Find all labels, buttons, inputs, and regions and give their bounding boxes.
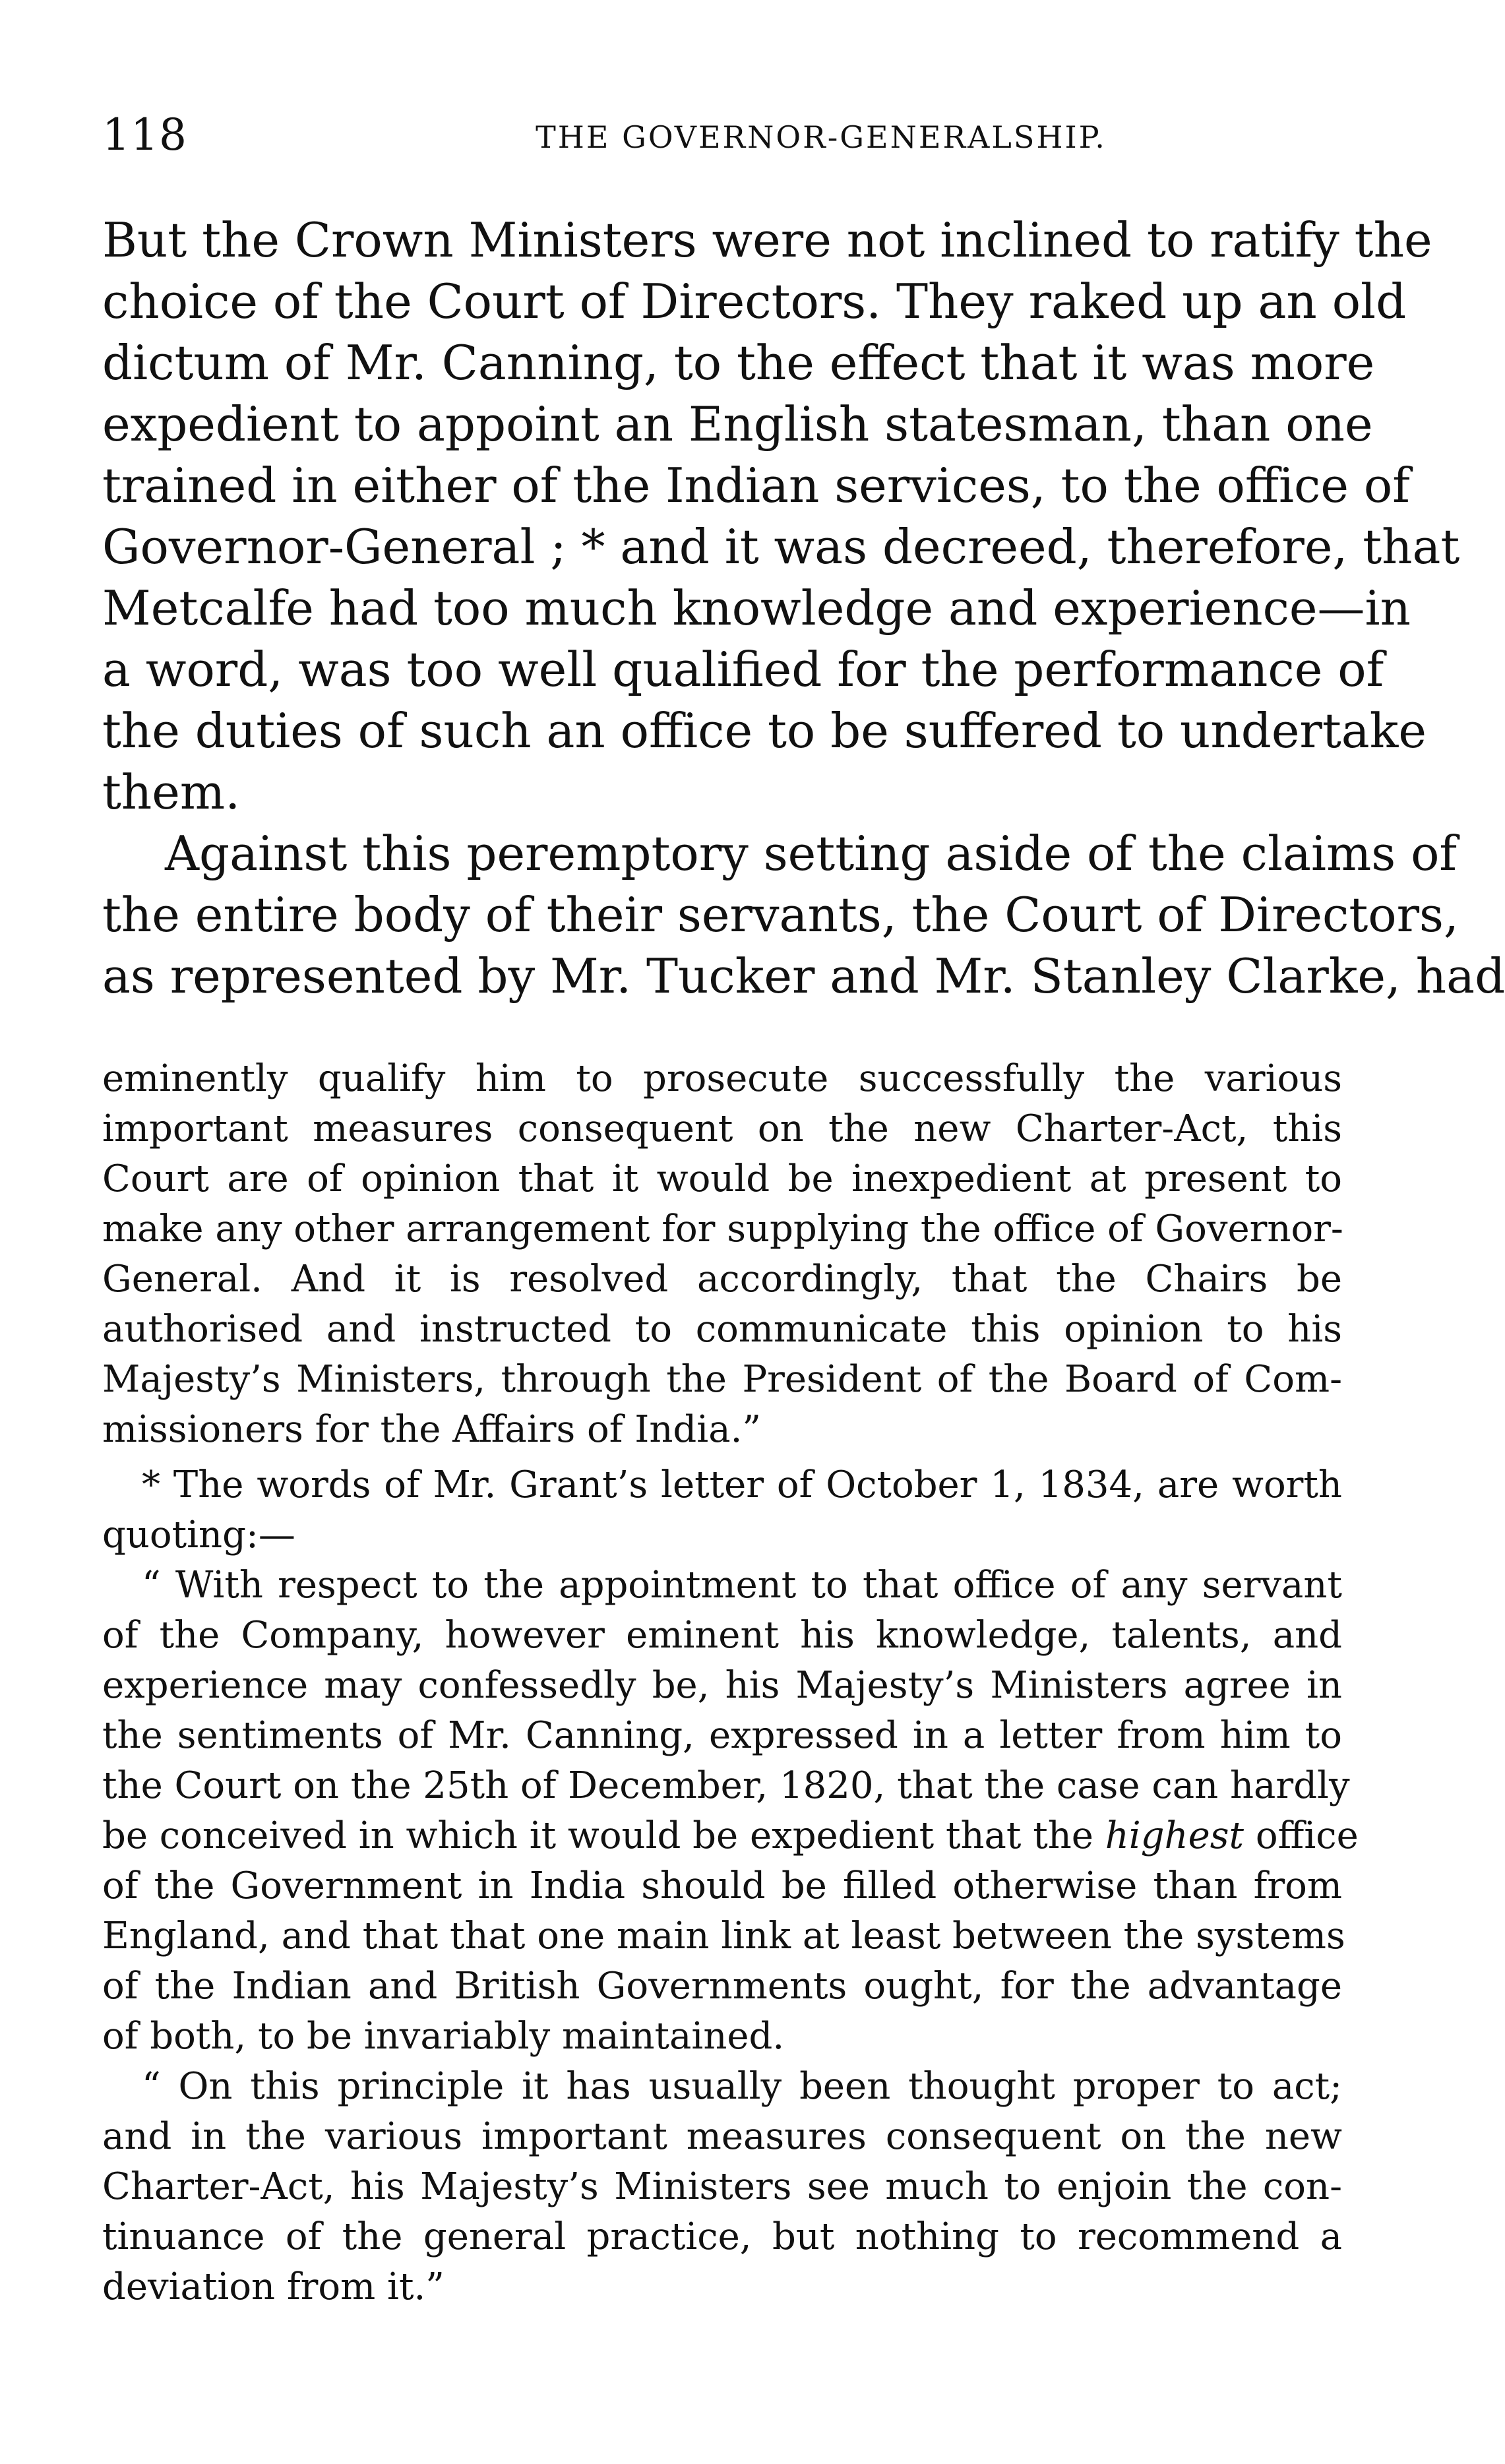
footnote-line: deviation from it.” — [102, 2265, 445, 2308]
footnote-line: tinuance of the general practice, but nothing to recommend a — [102, 2215, 1342, 2258]
main-text — [102, 210, 1505, 1007]
footnote-line: quoting:— — [102, 1514, 295, 1556]
text-line: the duties of such an office to be suffered to undertake — [102, 703, 1427, 758]
footnote-line: authorised and instructed to communicate this opinion to his — [102, 1308, 1342, 1351]
text-line: expedient to appoint an English statesman, than one — [102, 396, 1373, 452]
footnote-line: make any other arrangement for supplying the office of Governor- — [102, 1208, 1343, 1250]
footnote-line: missioners for the Affairs of India.” — [102, 1408, 762, 1451]
footnote-line: be conceived in which it would be expedient that the highest office — [102, 1814, 1359, 1857]
footnote-line: the sentiments of Mr. Canning, expressed in a letter from him to — [102, 1714, 1342, 1757]
quote-start-line: “ On this principle it has usually been thought proper to act; — [142, 2065, 1342, 2108]
paragraph-end-line: them. — [102, 764, 241, 820]
footnote-start-line: * The words of Mr. Grant’s letter of October 1, 1834, are worth — [142, 1463, 1342, 1506]
text-line: Governor-General ; * and it was decreed, therefore, that — [102, 519, 1460, 574]
footnote-line: important measures consequent on the new Charter-Act, this — [102, 1107, 1342, 1150]
page-number: 118 — [102, 109, 187, 160]
footnote-line: Charter-Act, his Majesty’s Ministers see much to enjoin the con- — [102, 2165, 1342, 2208]
text-line: But the Crown Ministers were not inclined to ratify the — [102, 212, 1432, 268]
footnote-line: Court are of opinion that it would be inexpedient at present to — [102, 1157, 1342, 1200]
running-head — [102, 99, 1342, 171]
footnote-line: of the Indian and British Governments ought, for the advantage — [102, 1965, 1342, 2008]
text-line: choice of the Court of Directors. They raked up an old — [102, 274, 1407, 329]
footnote-line: of the Government in India should be filled otherwise than from — [102, 1864, 1342, 1907]
quote-start-line: “ With respect to the appointment to that office of any servant — [142, 1564, 1342, 1607]
paragraph-start-line: Against this peremptory setting aside of the claims of — [165, 826, 1458, 881]
footnote-line: of the Company, however eminent his knowledge, talents, and — [102, 1614, 1342, 1657]
text-line: the entire body of their servants, the Court of Directors, — [102, 887, 1459, 942]
running-title: THE GOVERNOR-GENERALSHIP. — [536, 119, 1107, 155]
text-line: trained in either of the Indian services, to the office of — [102, 458, 1410, 513]
footnote-line: eminently qualify him to prosecute successfully the various — [102, 1057, 1342, 1100]
footnote-line: Majesty’s Ministers, through the President of the Board of Com- — [102, 1358, 1342, 1401]
footnote-line: of both, to be invariably maintained. — [102, 2015, 785, 2058]
footnote-line: the Court on the 25th of December, 1820, that the case can hardly — [102, 1764, 1350, 1807]
text-line: dictum of Mr. Canning, to the effect that it was more — [102, 335, 1375, 390]
text-line: as represented by Mr. Tucker and Mr. Stanley Clarke, had — [102, 948, 1505, 1004]
footnote-line: and in the various important measures consequent on the new — [102, 2115, 1342, 2158]
emphasis: highest — [1105, 1814, 1244, 1857]
footnotes — [102, 1054, 1359, 2312]
text-line: a word, was too well qualified for the performance of — [102, 642, 1384, 697]
footnote-line: experience may confessedly be, his Majesty’s Ministers agree in — [102, 1664, 1342, 1707]
text-line: Metcalfe had too much knowledge and experience—in — [102, 580, 1411, 636]
footnote-line: General. And it is resolved accordingly, that the Chairs be — [102, 1258, 1342, 1301]
footnote-line: England, and that that one main link at least between the systems — [102, 1915, 1345, 1957]
